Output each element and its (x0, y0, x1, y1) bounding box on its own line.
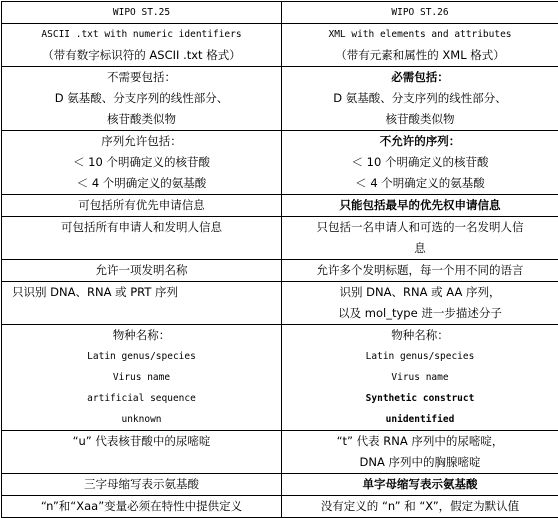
table-row (2, 24, 558, 67)
cell-st25: 可包括所有申请人和发明人信息 (2, 217, 282, 260)
header-row (2, 2, 558, 24)
table-row (2, 496, 558, 518)
table-row (2, 282, 558, 325)
table-row (2, 67, 558, 131)
cell-st26: 必需包括： D 氨基酸、分支序列的线性部分、 核苷酸类似物 (282, 67, 558, 131)
table-row (2, 195, 558, 217)
cell-st25: 可包括所有优先申请信息 (2, 195, 282, 217)
cell-st26: 不允许的序列： ＜ 10 个明确定义的核苷酸 ＜ 4 个明确定义的氨基酸 (282, 131, 558, 195)
cell-st25: “u” 代表核苷酸中的尿嘧啶 (2, 431, 282, 474)
table-row (2, 217, 558, 260)
header-st26: WIPO ST.26 (282, 2, 558, 24)
comparison-table (1, 1, 558, 518)
cell-st26: 物种名称： Latin genus/species Virus name Synthetic construct unidentified (282, 325, 558, 431)
cell-st25: 不需要包括： D 氨基酸、分支序列的线性部分、 核苷酸类似物 (2, 67, 282, 131)
table-row (2, 474, 558, 496)
header-st25: WIPO ST.25 (2, 2, 282, 24)
cell-st25: 只识别 DNA、RNA 或 PRT 序列 (2, 282, 282, 325)
table-row (2, 431, 558, 474)
cell-st25: 物种名称： Latin genus/species Virus name artificial sequence unknown (2, 325, 282, 431)
cell-st25: ASCII .txt with numeric identifiers （带有数字标识符的 ASCII .txt 格式） (2, 24, 282, 67)
cell-st26: 没有定义的 “n” 和 “X”，假定为默认值 (282, 496, 558, 518)
cell-st25: “n”和“Xaa”变量必须在特性中提供定义 (2, 496, 282, 518)
cell-st25: 三字母缩写表示氨基酸 (2, 474, 282, 496)
cell-st26: 允许多个发明标题，每一个用不同的语言 (282, 260, 558, 282)
cell-st26: 只能包括最早的优先权申请信息 (282, 195, 558, 217)
table-row (2, 131, 558, 195)
cell-st26: XML with elements and attributes （带有元素和属性的 XML 格式） (282, 24, 558, 67)
cell-st26: “t” 代表 RNA 序列中的尿嘧啶， DNA 序列中的胸腺嘧啶 (282, 431, 558, 474)
table-row (2, 260, 558, 282)
cell-st25: 允许一项发明名称 (2, 260, 282, 282)
cell-st25: 序列允许包括： ＜ 10 个明确定义的核苷酸 ＜ 4 个明确定义的氨基酸 (2, 131, 282, 195)
cell-st26: 单字母缩写表示氨基酸 (282, 474, 558, 496)
cell-st26: 识别 DNA、RNA 或 AA 序列， 以及 mol_type 进一步描述分子 (282, 282, 558, 325)
table-row (2, 325, 558, 431)
cell-st26: 只包括一名申请人和可选的一名发明人信 息 (282, 217, 558, 260)
